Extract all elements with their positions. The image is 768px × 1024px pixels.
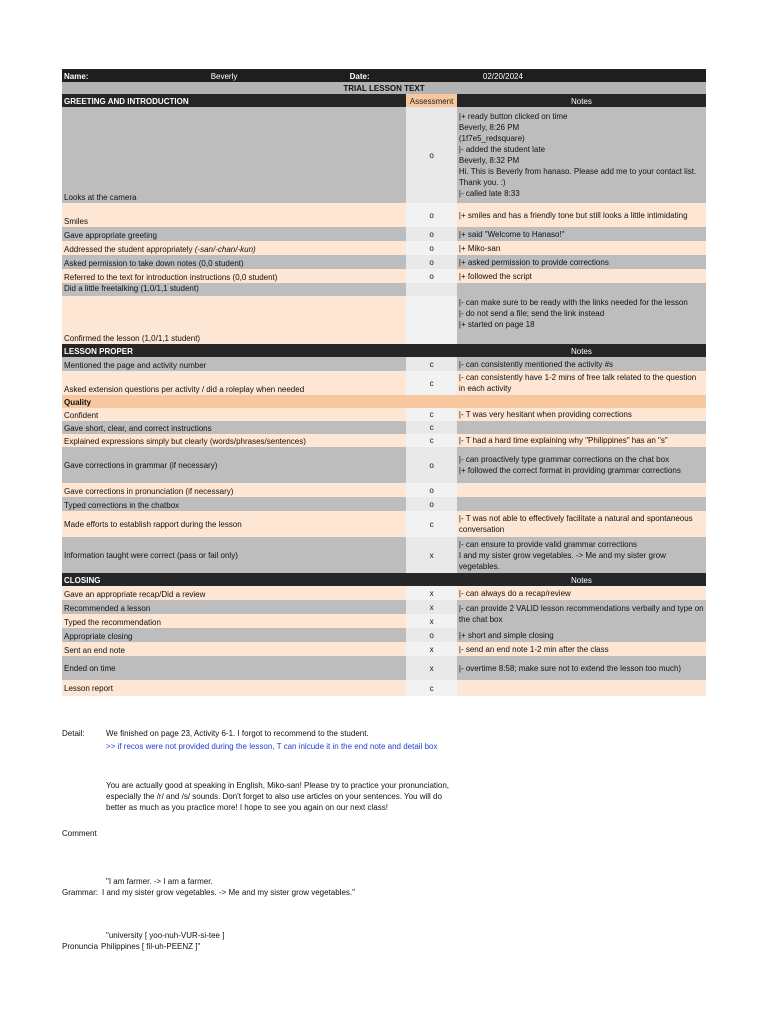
table-row: Looks at the camera o |+ ready button clicked on time Beverly, 8:26 PM (1f7e5_redsquare) |- added the student late Beverly, 8:32 PM Hi. This is Beverly from hanaso. Please add me to your contact list. Thank you. :) |- called late 8:33: [62, 107, 706, 203]
table-row: Smiles o |+ smiles and has a friendly tone but still looks a little intimidating: [62, 203, 706, 227]
detail-label: Detail:: [62, 729, 85, 738]
grammar-line-2: I and my sister grow vegetables. -> Me and my sister grow vegetables.": [102, 888, 355, 897]
notes-header: Notes: [457, 94, 706, 107]
section-title-greeting: GREETING AND INTRODUCTION: [62, 94, 406, 107]
pronunciation-label: Pronuncia: [62, 942, 99, 951]
table-row: Sent an end note x |- send an end note 1-2 min after the class: [62, 642, 706, 656]
table-row: Typed the recommendation x: [62, 614, 706, 628]
title-row: [62, 82, 706, 94]
grammar-line-1: "I am farmer. -> I am a farmer.: [106, 877, 213, 886]
table-row: Lesson report c: [62, 680, 706, 696]
table-row: Gave an appropriate recap/Did a review x |- can always do a recap/review: [62, 586, 706, 600]
table-row: Ended on time x |- overtime 8:58; make sure not to extend the lesson too much): [62, 656, 706, 680]
sheet-title: TRIAL LESSON TEXT: [62, 82, 706, 94]
quality-row: [62, 395, 706, 408]
detail-note: >> if recos were not provided during the lesson, T can inlcude it in the end note and detail box: [106, 742, 438, 751]
name-value: Beverly: [210, 72, 238, 81]
table-row: Mentioned the page and activity number c |- can consistently mentioned the activity #s: [62, 357, 706, 371]
assessment-table: [62, 69, 706, 696]
table-row: Gave corrections in grammar (if necessary) o |- can proactively type grammar corrections on the chat box |+ followed the correct format in providing grammar corrections: [62, 447, 706, 483]
table-row: Did a little freetalking (1,0/1,1 student) |- can make sure to be ready with the links needed for the lesson |- do not send a file; send the link instead |+ started on page 18: [62, 283, 706, 296]
section-title-lesson-proper: LESSON PROPER: [62, 344, 406, 357]
table-row: Appropriate closing o |+ short and simple closing: [62, 628, 706, 642]
table-row: Asked extension questions per activity / did a roleplay when needed c |- can consistently have 1-2 mins of free talk related to the question in each activity: [62, 371, 706, 395]
date-value: 02/20/2024: [457, 69, 706, 82]
table-row: Gave corrections in pronunciation (if necessary) o: [62, 483, 706, 497]
table-row: Made efforts to establish rapport during the lesson c |- T was not able to effectively facilitate a natural and spontaneous conversation: [62, 511, 706, 537]
table-row: Explained expressions simply but clearly (words/phrases/sentences) c |- T had a hard time explaining why "Philippines" has an "s": [62, 434, 706, 447]
date-label: Date:: [349, 72, 370, 81]
section-closing: CLOSING Notes: [62, 573, 706, 586]
table-row: Confident c |- T was very hesitant when providing corrections: [62, 408, 706, 421]
header-row: [62, 69, 706, 82]
table-row: Gave appropriate greeting o |+ said "Welcome to Hanaso!": [62, 227, 706, 241]
name-label: Name:: [64, 72, 89, 81]
grammar-block: [62, 877, 462, 934]
comment-block: [62, 781, 462, 882]
table-row: Gave short, clear, and correct instructions c: [62, 421, 706, 434]
table-row: Asked permission to take down notes (0,0 student) o |+ asked permission to provide corrections: [62, 255, 706, 269]
comment-text: You are actually good at speaking in English, Miko-san! Please try to practice your pronunciation, especially the /r/ and /s/ sounds. Don't forget to also use articles on your sentences. You will do better as much as you practice more! I hope to see you again on our next class!: [106, 781, 450, 812]
pronunciation-line-2: Philippines [ fil-uh-PEENZ ]": [101, 942, 201, 951]
section-lesson-proper: LESSON PROPER Notes: [62, 344, 706, 357]
pronunciation-block: [62, 931, 462, 964]
comment-label: Comment: [62, 829, 97, 838]
section-title-closing: CLOSING: [62, 573, 406, 586]
table-row: Referred to the text for introduction instructions (0,0 student) o |+ followed the script: [62, 269, 706, 283]
quality-label: Quality: [62, 395, 706, 408]
table-row: Confirmed the lesson (1,0/1,1 student): [62, 296, 706, 344]
feedback-section: [62, 726, 462, 964]
table-row: Information taught were correct (pass or fail only) x |- can ensure to provide valid grammar corrections I and my sister grow vegetables. -> Me and my sister grow vegetables.: [62, 537, 706, 573]
section-greeting: [62, 94, 706, 107]
pronunciation-line-1: "university [ yoo-nuh-VUR-si-tee ]: [106, 931, 225, 940]
table-row: Typed corrections in the chatbox o: [62, 497, 706, 511]
trial-lesson-sheet: [62, 69, 706, 696]
table-row: Addressed the student appropriately (-san/-chan/-kun) o |+ Miko-san: [62, 241, 706, 255]
detail-text: We finished on page 23, Activity 6-1. I forgot to recommend to the student.: [106, 729, 369, 738]
table-row: Recommended a lesson x |- can provide 2 VALID lesson recommendations verbally and type on the chat box: [62, 600, 706, 614]
grammar-label: Grammar:: [62, 888, 98, 897]
assessment-header: Assessment: [406, 94, 457, 107]
